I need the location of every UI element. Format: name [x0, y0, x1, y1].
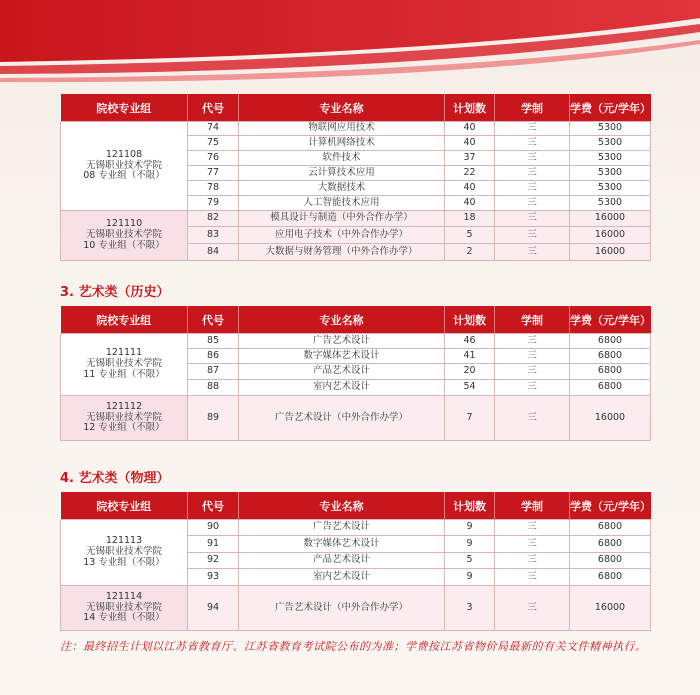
- section-title-art-physics: 4. 艺术类（物理）: [60, 471, 170, 486]
- major-name-cell: 应用电子技术（中外合作办学）: [239, 227, 445, 244]
- group-line: 14 专业组（不限）: [83, 612, 165, 624]
- header-plan: 计划数: [445, 492, 495, 520]
- header-name: 专业名称: [239, 492, 445, 520]
- group-line: 12 专业组（不限）: [83, 422, 165, 434]
- years-cell: 三: [495, 166, 570, 181]
- major-name-cell: 广告艺术设计（中外合作办学）: [239, 396, 445, 441]
- fee-cell: 16000: [570, 396, 651, 441]
- group-line: 无锡职业技术学院: [85, 546, 162, 558]
- code-cell: 82: [188, 211, 239, 227]
- plan-cell: 5: [445, 553, 495, 569]
- group-cell: [61, 396, 188, 441]
- years-cell: 三: [495, 569, 570, 586]
- major-name-cell: 人工智能技术应用: [239, 196, 445, 211]
- years-cell: 三: [495, 136, 570, 151]
- table-row: [61, 122, 651, 136]
- table-row: [61, 520, 651, 536]
- major-name-cell: 广告艺术设计（中外合作办学）: [239, 586, 445, 631]
- table-header-row: [61, 306, 651, 334]
- table-row: [61, 586, 651, 631]
- years-cell: 三: [495, 396, 570, 441]
- code-cell: 94: [188, 586, 239, 631]
- fee-cell: 6800: [570, 364, 651, 380]
- table-row: [61, 334, 651, 349]
- code-cell: 88: [188, 380, 239, 396]
- code-cell: 79: [188, 196, 239, 211]
- years-cell: 三: [495, 380, 570, 396]
- group-line: 121112: [105, 400, 143, 412]
- header-group: 院校专业组: [61, 306, 188, 334]
- major-name-cell: 数字媒体艺术设计: [239, 536, 445, 553]
- group-line: 121111: [105, 347, 143, 359]
- code-cell: 85: [188, 334, 239, 349]
- years-cell: 三: [495, 349, 570, 364]
- major-name-cell: 室内艺术设计: [239, 569, 445, 586]
- fee-cell: 6800: [570, 536, 651, 553]
- group-cell: [61, 334, 188, 396]
- header-code: 代号: [188, 306, 239, 334]
- plan-cell: 2: [445, 244, 495, 261]
- fee-cell: 6800: [570, 569, 651, 586]
- fee-cell: 16000: [570, 586, 651, 631]
- fee-cell: 6800: [570, 349, 651, 364]
- years-cell: 三: [495, 211, 570, 227]
- fee-cell: 6800: [570, 334, 651, 349]
- major-name-cell: 计算机网络技术: [239, 136, 445, 151]
- admission-table-2: [60, 306, 651, 441]
- plan-cell: 40: [445, 122, 495, 136]
- fee-cell: 16000: [570, 227, 651, 244]
- major-name-cell: 广告艺术设计: [239, 334, 445, 349]
- major-name-cell: 云计算技术应用: [239, 166, 445, 181]
- major-name-cell: 大数据与财务管理（中外合作办学）: [239, 244, 445, 261]
- years-cell: 三: [495, 196, 570, 211]
- table-row: [61, 211, 651, 227]
- major-name-cell: 模具设计与制造（中外合作办学）: [239, 211, 445, 227]
- header-years: 学制: [495, 94, 570, 122]
- plan-cell: 54: [445, 380, 495, 396]
- admission-table-1: [60, 94, 651, 261]
- header-code: 代号: [188, 492, 239, 520]
- major-name-cell: 数字媒体艺术设计: [239, 349, 445, 364]
- header-years: 学制: [495, 492, 570, 520]
- table-header-row: [61, 94, 651, 122]
- years-cell: 三: [495, 122, 570, 136]
- group-line: 13 专业组（不限）: [83, 556, 165, 568]
- header-fee: 学费（元/学年）: [570, 94, 651, 122]
- group-line: 121110: [105, 218, 143, 230]
- plan-cell: 3: [445, 586, 495, 631]
- plan-cell: 7: [445, 396, 495, 441]
- fee-cell: 6800: [570, 520, 651, 536]
- plan-cell: 40: [445, 196, 495, 211]
- group-cell: [61, 211, 188, 261]
- years-cell: 三: [495, 334, 570, 349]
- plan-cell: 5: [445, 227, 495, 244]
- code-cell: 75: [188, 136, 239, 151]
- group-line: 11 专业组（不限）: [83, 368, 165, 380]
- years-cell: 三: [495, 536, 570, 553]
- code-cell: 90: [188, 520, 239, 536]
- header-group: 院校专业组: [61, 94, 188, 122]
- header-group: 院校专业组: [61, 492, 188, 520]
- fee-cell: 5300: [570, 181, 651, 196]
- code-cell: 76: [188, 151, 239, 166]
- years-cell: 三: [495, 227, 570, 244]
- fee-cell: 16000: [570, 211, 651, 227]
- code-cell: 92: [188, 553, 239, 569]
- plan-cell: 22: [445, 166, 495, 181]
- group-line: 08 专业组（不限）: [83, 170, 165, 182]
- plan-cell: 41: [445, 349, 495, 364]
- group-line: 无锡职业技术学院: [85, 601, 162, 613]
- header-name: 专业名称: [239, 94, 445, 122]
- years-cell: 三: [495, 364, 570, 380]
- plan-cell: 9: [445, 569, 495, 586]
- group-line: 无锡职业技术学院: [85, 229, 162, 241]
- group-cell: [61, 586, 188, 631]
- code-cell: 89: [188, 396, 239, 441]
- header-years: 学制: [495, 306, 570, 334]
- fee-cell: 6800: [570, 380, 651, 396]
- years-cell: 三: [495, 586, 570, 631]
- years-cell: 三: [495, 151, 570, 166]
- header-plan: 计划数: [445, 306, 495, 334]
- years-cell: 三: [495, 520, 570, 536]
- plan-cell: 40: [445, 181, 495, 196]
- header-fee: 学费（元/学年）: [570, 492, 651, 520]
- plan-cell: 9: [445, 536, 495, 553]
- table-row: [61, 396, 651, 441]
- plan-cell: 20: [445, 364, 495, 380]
- major-name-cell: 产品艺术设计: [239, 553, 445, 569]
- fee-cell: 5300: [570, 122, 651, 136]
- major-name-cell: 软件技术: [239, 151, 445, 166]
- fee-cell: 5300: [570, 166, 651, 181]
- plan-cell: 46: [445, 334, 495, 349]
- group-line: 无锡职业技术学院: [85, 411, 162, 423]
- code-cell: 74: [188, 122, 239, 136]
- group-line: 10 专业组（不限）: [83, 239, 165, 251]
- plan-cell: 37: [445, 151, 495, 166]
- code-cell: 93: [188, 569, 239, 586]
- fee-cell: 6800: [570, 553, 651, 569]
- code-cell: 78: [188, 181, 239, 196]
- code-cell: 86: [188, 349, 239, 364]
- fee-cell: 16000: [570, 244, 651, 261]
- plan-cell: 9: [445, 520, 495, 536]
- group-line: 无锡职业技术学院: [85, 358, 162, 370]
- header-code: 代号: [188, 94, 239, 122]
- years-cell: 三: [495, 181, 570, 196]
- group-line: 121114: [105, 590, 143, 602]
- years-cell: 三: [495, 553, 570, 569]
- header-name: 专业名称: [239, 306, 445, 334]
- plan-cell: 18: [445, 211, 495, 227]
- code-cell: 91: [188, 536, 239, 553]
- group-line: 121113: [105, 535, 143, 547]
- group-cell: [61, 520, 188, 586]
- fee-cell: 5300: [570, 136, 651, 151]
- code-cell: 84: [188, 244, 239, 261]
- group-cell: [61, 122, 188, 211]
- years-cell: 三: [495, 244, 570, 261]
- major-name-cell: 物联网应用技术: [239, 122, 445, 136]
- header-plan: 计划数: [445, 94, 495, 122]
- group-line: 121108: [105, 148, 143, 160]
- code-cell: 77: [188, 166, 239, 181]
- fee-cell: 5300: [570, 196, 651, 211]
- plan-cell: 40: [445, 136, 495, 151]
- header-fee: 学费（元/学年）: [570, 306, 651, 334]
- footnote: 注：最终招生计划以江苏省教育厅、江苏省教育考试院公布的为准；学费按江苏省物价局最新的有关文件精神执行。: [60, 640, 647, 653]
- code-cell: 87: [188, 364, 239, 380]
- group-line: 无锡职业技术学院: [85, 159, 162, 171]
- major-name-cell: 广告艺术设计: [239, 520, 445, 536]
- fee-cell: 5300: [570, 151, 651, 166]
- table-header-row: [61, 492, 651, 520]
- major-name-cell: 产品艺术设计: [239, 364, 445, 380]
- code-cell: 83: [188, 227, 239, 244]
- major-name-cell: 大数据技术: [239, 181, 445, 196]
- admission-table-3: [60, 492, 651, 631]
- section-title-art-history: 3. 艺术类（历史）: [60, 285, 170, 300]
- major-name-cell: 室内艺术设计: [239, 380, 445, 396]
